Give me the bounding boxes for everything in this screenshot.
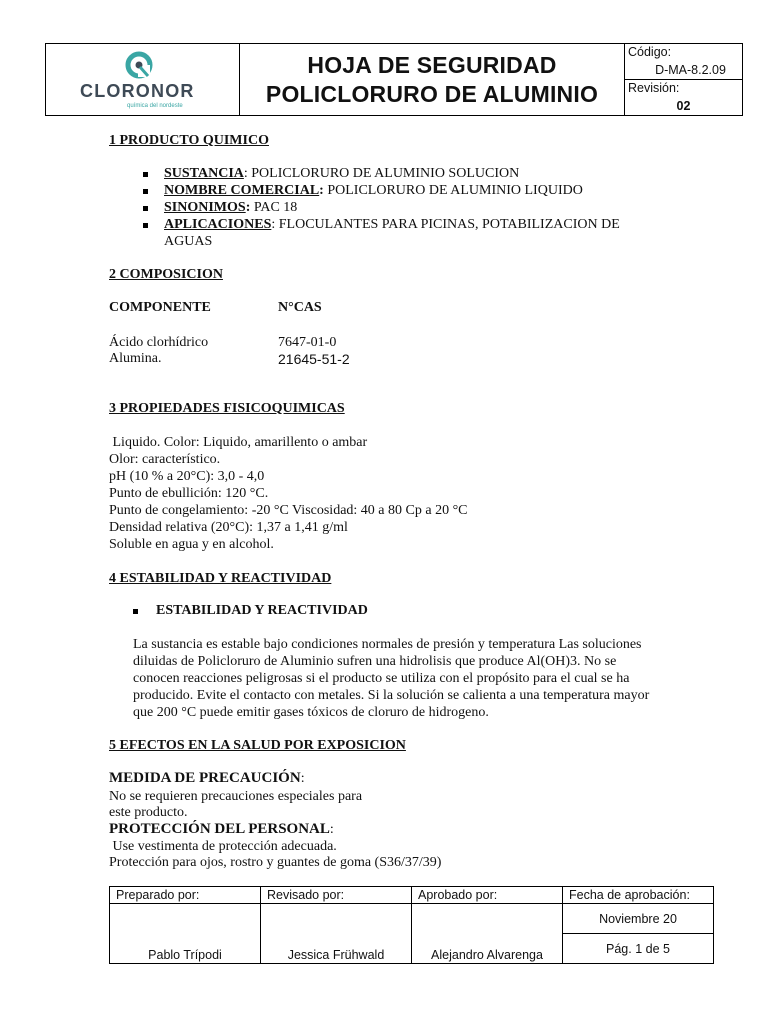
approval-table: [109, 886, 714, 964]
property-line: Soluble en agua y en alcohol.: [109, 537, 274, 552]
column-header-cas: N°CAS: [278, 300, 322, 315]
item-separator: :: [319, 183, 328, 198]
bullet-icon: [143, 206, 148, 211]
protection-heading: [109, 821, 334, 839]
property-line: Punto de congelamiento: -20 °C Viscosidad: 40 a 80 Cp a 20 °C: [109, 503, 468, 518]
bullet-icon: [143, 189, 148, 194]
protection-label: PROTECCIÓN DEL PERSONAL: [109, 821, 330, 837]
brand-name: CLORONOR: [80, 81, 195, 101]
list-item-sustancia: [164, 166, 519, 183]
item-label: SINONIMOS: [164, 200, 246, 215]
precaution-label: MEDIDA DE PRECAUCIÓN: [109, 770, 301, 786]
logo-cell: [46, 44, 240, 115]
revision-value: 02: [676, 99, 691, 113]
column-header-component: COMPONENTE: [109, 300, 211, 315]
section-3-heading: 3 PROPIEDADES FISICOQUIMICAS: [109, 401, 345, 416]
reviewed-name: Jessica Frühwald: [287, 948, 385, 962]
precaution-line: No se requieren precauciones especiales para: [109, 789, 363, 804]
component-name: Ácido clorhídrico: [109, 335, 209, 350]
cloronor-logo-icon: [124, 50, 154, 80]
document-title: [240, 44, 625, 115]
paragraph-line: diluidas de Policloruro de Aluminio sufren una hidrolisis que produce Al(OH)3. No se: [133, 654, 617, 669]
property-line: Olor: característico.: [109, 452, 221, 467]
item-value: POLICLORURO DE ALUMINIO LIQUIDO: [327, 183, 583, 198]
item-separator: :: [245, 200, 254, 215]
protection-line: Use vestimenta de protección adecuada.: [109, 839, 337, 854]
code-cell: [625, 44, 742, 79]
revision-cell: [625, 79, 742, 115]
page-number: Pág. 1 de 5: [606, 941, 670, 956]
protection-line: Protección para ojos, rostro y guantes de goma (S36/37/39): [109, 855, 442, 870]
property-line: Densidad relativa (20°C): 1,37 a 1,41 g/ml: [109, 520, 348, 535]
protection-colon: :: [329, 822, 334, 837]
date-value-cell: [563, 904, 714, 934]
paragraph-line: que 200 °C puede emitir gases tóxicos de cloruro de hidrogeno.: [133, 705, 489, 720]
reviewed-label: Revisado por:: [267, 888, 345, 902]
approved-name: Alejandro Alvarenga: [431, 948, 543, 962]
property-line: Punto de ebullición: 120 °C.: [109, 486, 269, 501]
property-line: pH (10 % a 20°C): 3,0 - 4,0: [109, 469, 265, 484]
item-value: PAC 18: [253, 200, 298, 215]
component-cas: 21645-51-2: [278, 351, 350, 367]
item-separator: :: [243, 166, 252, 181]
title-line-1: HOJA DE SEGURIDAD: [307, 51, 557, 78]
component-cas: 7647-01-0: [278, 335, 337, 350]
document-header: [45, 43, 743, 116]
reviewed-label-cell: [261, 887, 412, 904]
section-1-heading: 1 PRODUCTO QUIMICO: [109, 133, 269, 148]
bullet-icon: [133, 609, 138, 614]
list-item-nombre-comercial: [164, 183, 583, 200]
section-5-heading: 5 EFECTOS EN LA SALUD POR EXPOSICION: [109, 738, 406, 753]
section-4-subheading: ESTABILIDAD Y REACTIVIDAD: [156, 603, 368, 618]
precaution-line: este producto.: [109, 805, 188, 820]
item-label: SUSTANCIA: [164, 166, 244, 181]
item-value: POLICLORURO DE ALUMINIO SOLUCION: [251, 166, 520, 181]
date-label-cell: [563, 887, 714, 904]
bullet-icon: [143, 223, 148, 228]
bullet-icon: [143, 172, 148, 177]
precaution-colon: :: [300, 771, 305, 786]
date-value: Noviembre 20: [599, 911, 677, 926]
page-number-cell: [563, 934, 714, 964]
date-label: Fecha de aprobación:: [569, 888, 690, 902]
list-item-aplicaciones-cont: AGUAS: [164, 234, 213, 249]
section-2-heading: 2 COMPOSICION: [109, 267, 223, 282]
item-value: FLOCULANTES PARA PICINAS, POTABILIZACION DE: [278, 217, 620, 232]
list-item-aplicaciones: [164, 217, 620, 234]
item-label: APLICACIONES: [164, 217, 272, 232]
item-label: NOMBRE COMERCIAL: [164, 183, 320, 198]
prepared-label-cell: [110, 887, 261, 904]
revision-label: Revisión:: [628, 81, 680, 95]
approved-name-cell: [412, 904, 563, 964]
approved-label-cell: [412, 887, 563, 904]
paragraph-line: conocen reacciones peligrosas si el producto se utiliza con el propósito para el cual se ha: [133, 671, 630, 686]
document-meta: [625, 44, 742, 115]
reviewed-name-cell: [261, 904, 412, 964]
approved-label: Aprobado por:: [418, 888, 498, 902]
prepared-name-cell: [110, 904, 261, 964]
paragraph-line: producido. Evite el contacto con metales. Si la solución se calienta a una temperatura mayor: [133, 688, 650, 703]
component-name: Alumina.: [109, 351, 162, 366]
paragraph-line: La sustancia es estable bajo condiciones normales de presión y temperatura Las soluciones: [133, 637, 642, 652]
prepared-label: Preparado por:: [116, 888, 200, 902]
precaution-heading: [109, 770, 305, 788]
code-label: Código:: [628, 45, 672, 59]
item-separator: :: [271, 217, 279, 232]
title-line-2: POLICLORURO DE ALUMINIO: [265, 80, 599, 107]
code-value: D-MA-8.2.09: [655, 63, 726, 77]
brand-tagline: química del nordeste: [127, 103, 183, 109]
property-line: Liquido. Color: Liquido, amarillento o ambar: [109, 435, 368, 450]
prepared-name: Pablo Trípodi: [148, 948, 222, 962]
list-item-sinonimos: [164, 200, 297, 217]
section-4-heading: 4 ESTABILIDAD Y REACTIVIDAD: [109, 571, 332, 586]
